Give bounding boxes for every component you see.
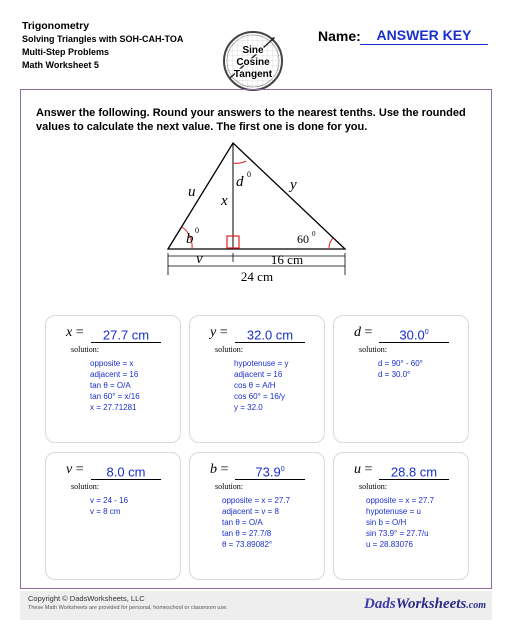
brand-dads: Dads	[364, 596, 396, 612]
answer-text: 8.0 cm	[106, 464, 146, 480]
solution-step: hypotenuse = u	[366, 507, 421, 516]
copyright-text: Copyright © DadsWorksheets, LLC	[28, 594, 145, 603]
answer-line	[66, 462, 146, 480]
answer-text: 27.7 cm	[102, 327, 150, 343]
solution-steps	[90, 495, 128, 517]
answer-line	[354, 462, 438, 480]
solution-step: hypotenuse = y	[234, 359, 289, 368]
logo-text-cosine: Cosine	[236, 57, 270, 68]
equals-sign: =	[364, 462, 373, 477]
equals-sign: =	[75, 462, 84, 477]
header-subtitle: Solving Triangles with SOH-CAH-TOA	[22, 34, 184, 44]
solution-label: solution:	[71, 482, 100, 491]
solution-steps	[378, 358, 423, 380]
solution-steps	[90, 358, 140, 413]
solution-step: tan 60° = x/16	[90, 392, 140, 401]
solution-step: cos θ = A/H	[234, 381, 276, 390]
footer	[20, 591, 492, 620]
equals-sign: =	[75, 325, 84, 340]
label-y: y	[290, 177, 297, 193]
solution-step: y = 32.0	[234, 403, 263, 412]
solution-step: opposite = x	[90, 359, 134, 368]
answer-value	[235, 462, 305, 480]
solution-steps	[366, 495, 434, 550]
solution-step: v = 8 cm	[90, 507, 121, 516]
answer-degree: 0	[424, 329, 429, 336]
brand-dotcom: .com	[466, 600, 486, 611]
label-d-degree: 0	[247, 170, 251, 179]
logo-text-sine: Sine	[242, 45, 264, 56]
solution-step: cos 60° = 16/y	[234, 392, 286, 401]
dadsworksheets-logo[interactable]	[364, 596, 486, 613]
solution-step: adjacent = 16	[234, 370, 283, 379]
label-x: x	[221, 193, 228, 209]
header-subtitle-2: Multi-Step Problems	[22, 47, 110, 57]
label-24cm: 24 cm	[240, 269, 274, 284]
answer-card-b	[189, 452, 325, 580]
answer-value	[235, 325, 305, 343]
solution-step: tan θ = O/A	[222, 518, 263, 527]
answer-variable: x	[66, 325, 73, 340]
label-v: v	[196, 251, 203, 267]
label-angle-degree: 0	[312, 230, 316, 238]
solution-label: solution:	[359, 345, 388, 354]
header-worksheet-number: Math Worksheet 5	[22, 60, 99, 70]
answer-value	[379, 462, 449, 480]
solution-label: solution:	[71, 345, 100, 354]
answer-text: 73.9	[255, 464, 281, 480]
answer-card-v	[45, 452, 181, 580]
solution-step: opposite = x = 27.7	[222, 496, 291, 505]
solution-step: v = 24 - 16	[90, 496, 129, 505]
answer-text: 28.8 cm	[390, 464, 438, 480]
label-angle-60: 60	[297, 232, 309, 246]
solution-step: d = 30.0°	[378, 370, 411, 379]
answer-line	[210, 325, 294, 343]
name-value: ANSWER KEY	[360, 27, 488, 45]
equals-sign: =	[219, 325, 228, 340]
solution-step: tan θ = O/A	[90, 381, 131, 390]
solution-step: sin 73.9° = 27.7/u	[366, 529, 429, 538]
solution-label: solution:	[359, 482, 388, 491]
label-d: d	[236, 174, 244, 190]
answer-variable: d	[354, 325, 361, 340]
solution-label: solution:	[215, 345, 244, 354]
instructions: Answer the following. Round your answers to the nearest tenths. Use the rounded values to calculate the next value. The first one is done for you.	[36, 107, 466, 133]
equals-sign: =	[364, 325, 373, 340]
logo-text-tangent: Tangent	[233, 69, 273, 80]
answer-variable: y	[210, 325, 217, 340]
solution-step: x = 27.71281	[90, 403, 137, 412]
solution-step: adjacent = v = 8	[222, 507, 279, 516]
answer-value	[91, 462, 161, 480]
label-16cm: 16 cm	[270, 252, 304, 267]
solution-label: solution:	[215, 482, 244, 491]
equals-sign: =	[220, 462, 229, 477]
answer-variable: u	[354, 462, 361, 477]
solution-step: adjacent = 16	[90, 370, 139, 379]
solution-step: d = 90° - 60°	[378, 359, 423, 368]
answer-text: 32.0 cm	[246, 327, 294, 343]
triangle-diagram	[0, 0, 512, 300]
solution-step: u = 28.83076	[366, 540, 413, 549]
solution-steps	[222, 495, 290, 550]
usage-note: These Math Worksheets are provided for personal, homeschool or classroom use.	[28, 605, 228, 611]
answer-line	[66, 325, 150, 343]
answer-card-y	[189, 315, 325, 443]
answer-value	[379, 325, 449, 343]
solution-step: opposite = x = 27.7	[366, 496, 435, 505]
solution-step: sin b = O/H	[366, 518, 407, 527]
answer-text: 30.0	[399, 327, 425, 343]
answer-variable: b	[210, 462, 217, 477]
name-label: Name:	[318, 28, 361, 44]
answer-line	[210, 462, 285, 480]
solution-step: tan θ = 27.7/8	[222, 529, 272, 538]
label-u: u	[188, 184, 196, 200]
answer-variable: v	[66, 462, 73, 477]
answer-card-d	[333, 315, 469, 443]
solution-step: θ = 73.89082°	[222, 540, 273, 549]
answer-card-x	[45, 315, 181, 443]
label-b-degree: 0	[195, 226, 199, 235]
answer-card-u	[333, 452, 469, 580]
label-b: b	[186, 231, 194, 247]
answer-degree: 0	[280, 466, 285, 473]
brand-worksheets: Worksheets	[395, 596, 467, 612]
answer-line	[354, 325, 429, 343]
header-title: Trigonometry	[22, 20, 90, 32]
solution-steps	[234, 358, 288, 413]
answer-value	[91, 325, 161, 343]
